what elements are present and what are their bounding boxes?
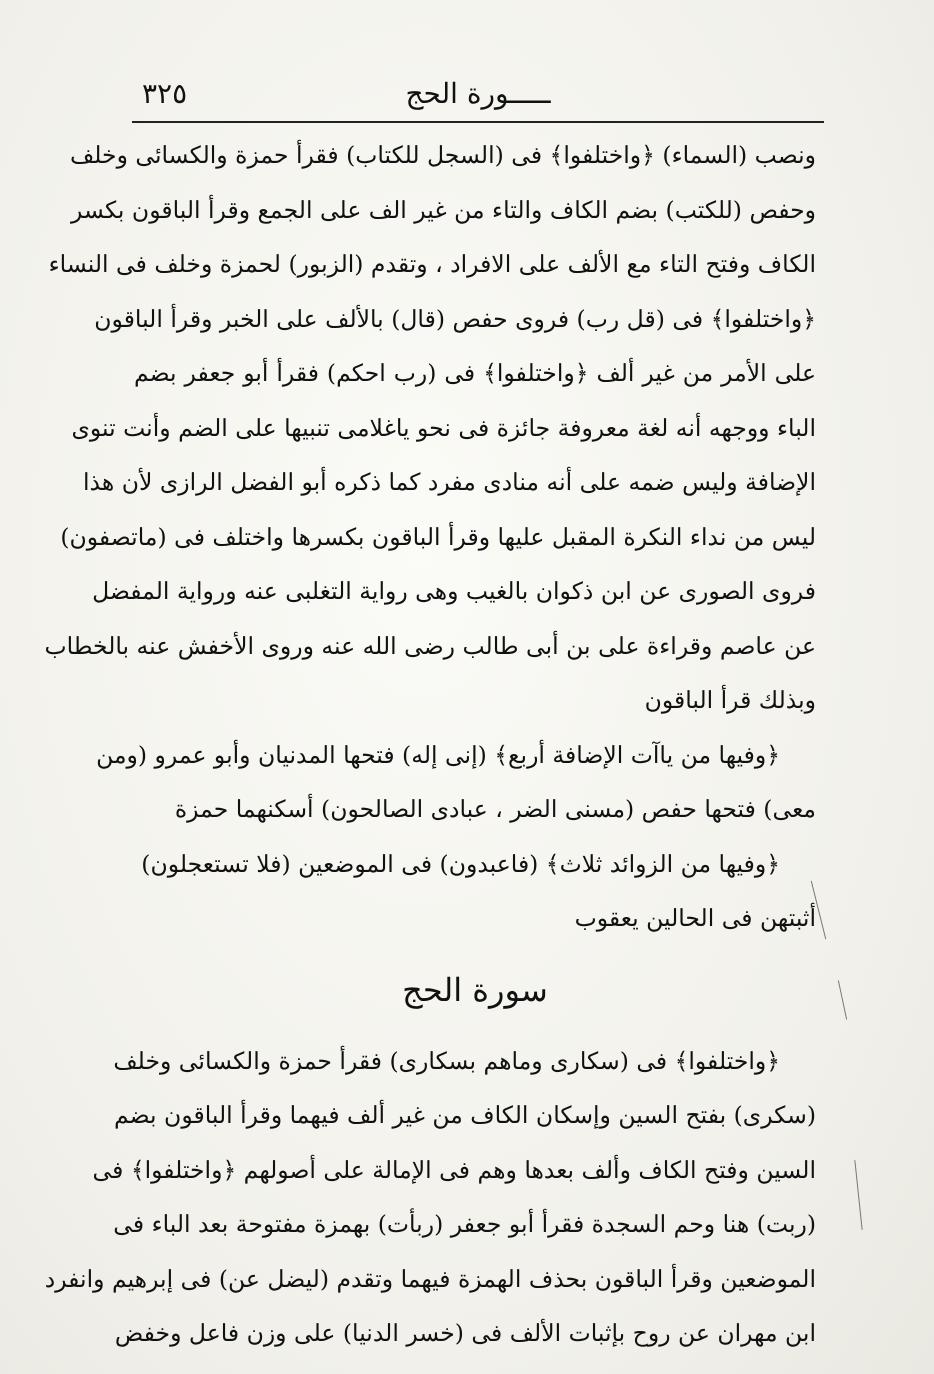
text-line: الباء ووجهه أنه لغة معروفة جائزة فى نحو ياغلامى تنبيها على الضم وأنت تنوى bbox=[71, 413, 816, 442]
text-line: (سكرى) بفتح السين وإسكان الكاف من غير ألف فيهما وقرأ الباقون بضم bbox=[114, 1101, 816, 1129]
text-line: وحفص (للكتب) بضم الكاف والتاء من غير الف على الجمع وقرأ الباقون بكسر bbox=[71, 195, 816, 224]
page-number: ٣٢٥ bbox=[142, 77, 188, 110]
text-line: وبذلك قرأ الباقون bbox=[644, 686, 816, 714]
text-line: ﴿واختلفوا﴾ فى (قل رب) فروى حفص (قال) بالألف على الخبر وقرأ الباقون bbox=[94, 304, 816, 333]
text-line: (ربت) هنا وحم السجدة فقرأ أبو جعفر (ربأت) بهمزة مفتوحة بعد الباء فى bbox=[113, 1210, 816, 1238]
text-line: أثبتهن فى الحالين يعقوب bbox=[574, 904, 816, 932]
text-line: الكاف وفتح التاء مع الألف على الافراد ، وتقدم (الزبور) لحمزة وخلف فى النساء bbox=[48, 250, 816, 278]
text-line: معى) فتحها حفص (مسنى الضر ، عبادى الصالحون) أسكنهما حمزة bbox=[174, 795, 816, 823]
text-line: ﴿وفيها من ياآت الإضافة أربع﴾ (إنى إله) فتحها المدنيان وأبو عمرو (ومن bbox=[96, 740, 780, 769]
text-line: ابن مهران عن روح بإثبات الألف فى (خسر الدنيا) على وزن فاعل وخفض bbox=[114, 1319, 816, 1347]
text-line: الإضافة وليس ضمه على أنه منادى مفرد كما ذكره أبو الفضل الرازى لأن هذا bbox=[82, 468, 816, 496]
text-line: فروى الصورى عن ابن ذكوان بالغيب وهى رواية التغلبى عنه ورواية المفضل bbox=[92, 577, 816, 605]
surah-heading: سورة الحج bbox=[402, 970, 548, 1009]
text-line: ﴿وفيها من الزوائد ثلاث﴾ (فاعبدون) فى الموضعين (فلا تستعجلون) bbox=[141, 849, 780, 878]
page-header bbox=[132, 70, 824, 118]
header-rule bbox=[132, 121, 824, 123]
text-line: السين وفتح الكاف وألف بعدها وهم فى الإمالة على أصولهم ﴿واختلفوا﴾ فى bbox=[92, 1155, 816, 1184]
text-line: الموضعين وقرأ الباقون بحذف الهمزة فيهما وتقدم (ليضل عن) فى إبرهيم وانفرد bbox=[44, 1264, 816, 1293]
text-line: ﴿واختلفوا﴾ فى (سكارى وماهم بسكارى) فقرأ حمزة والكسائى وخلف bbox=[113, 1046, 780, 1075]
body-text bbox=[44, 128, 816, 1361]
text-line: ليس من نداء النكرة المقبل عليها وقرأ الباقون بكسرها واختلف فى (ماتصفون) bbox=[60, 522, 816, 551]
page-edge-mark bbox=[838, 980, 847, 1019]
page-edge-mark bbox=[854, 1160, 862, 1230]
text-line: على الأمر من غير ألف ﴿واختلفوا﴾ فى (رب احكم) فقرأ أبو جعفر بضم bbox=[134, 359, 816, 387]
running-title: ـــــورة الحج bbox=[405, 77, 551, 110]
text-line: ونصب (السماء) ﴿واختلفوا﴾ فى (السجل للكتاب) فقرأ حمزة والكسائى وخلف bbox=[69, 141, 816, 169]
text-line: عن عاصم وقراءة على بن أبى طالب رضى الله عنه وروى الأخفش عنه بالخطاب bbox=[44, 631, 816, 660]
